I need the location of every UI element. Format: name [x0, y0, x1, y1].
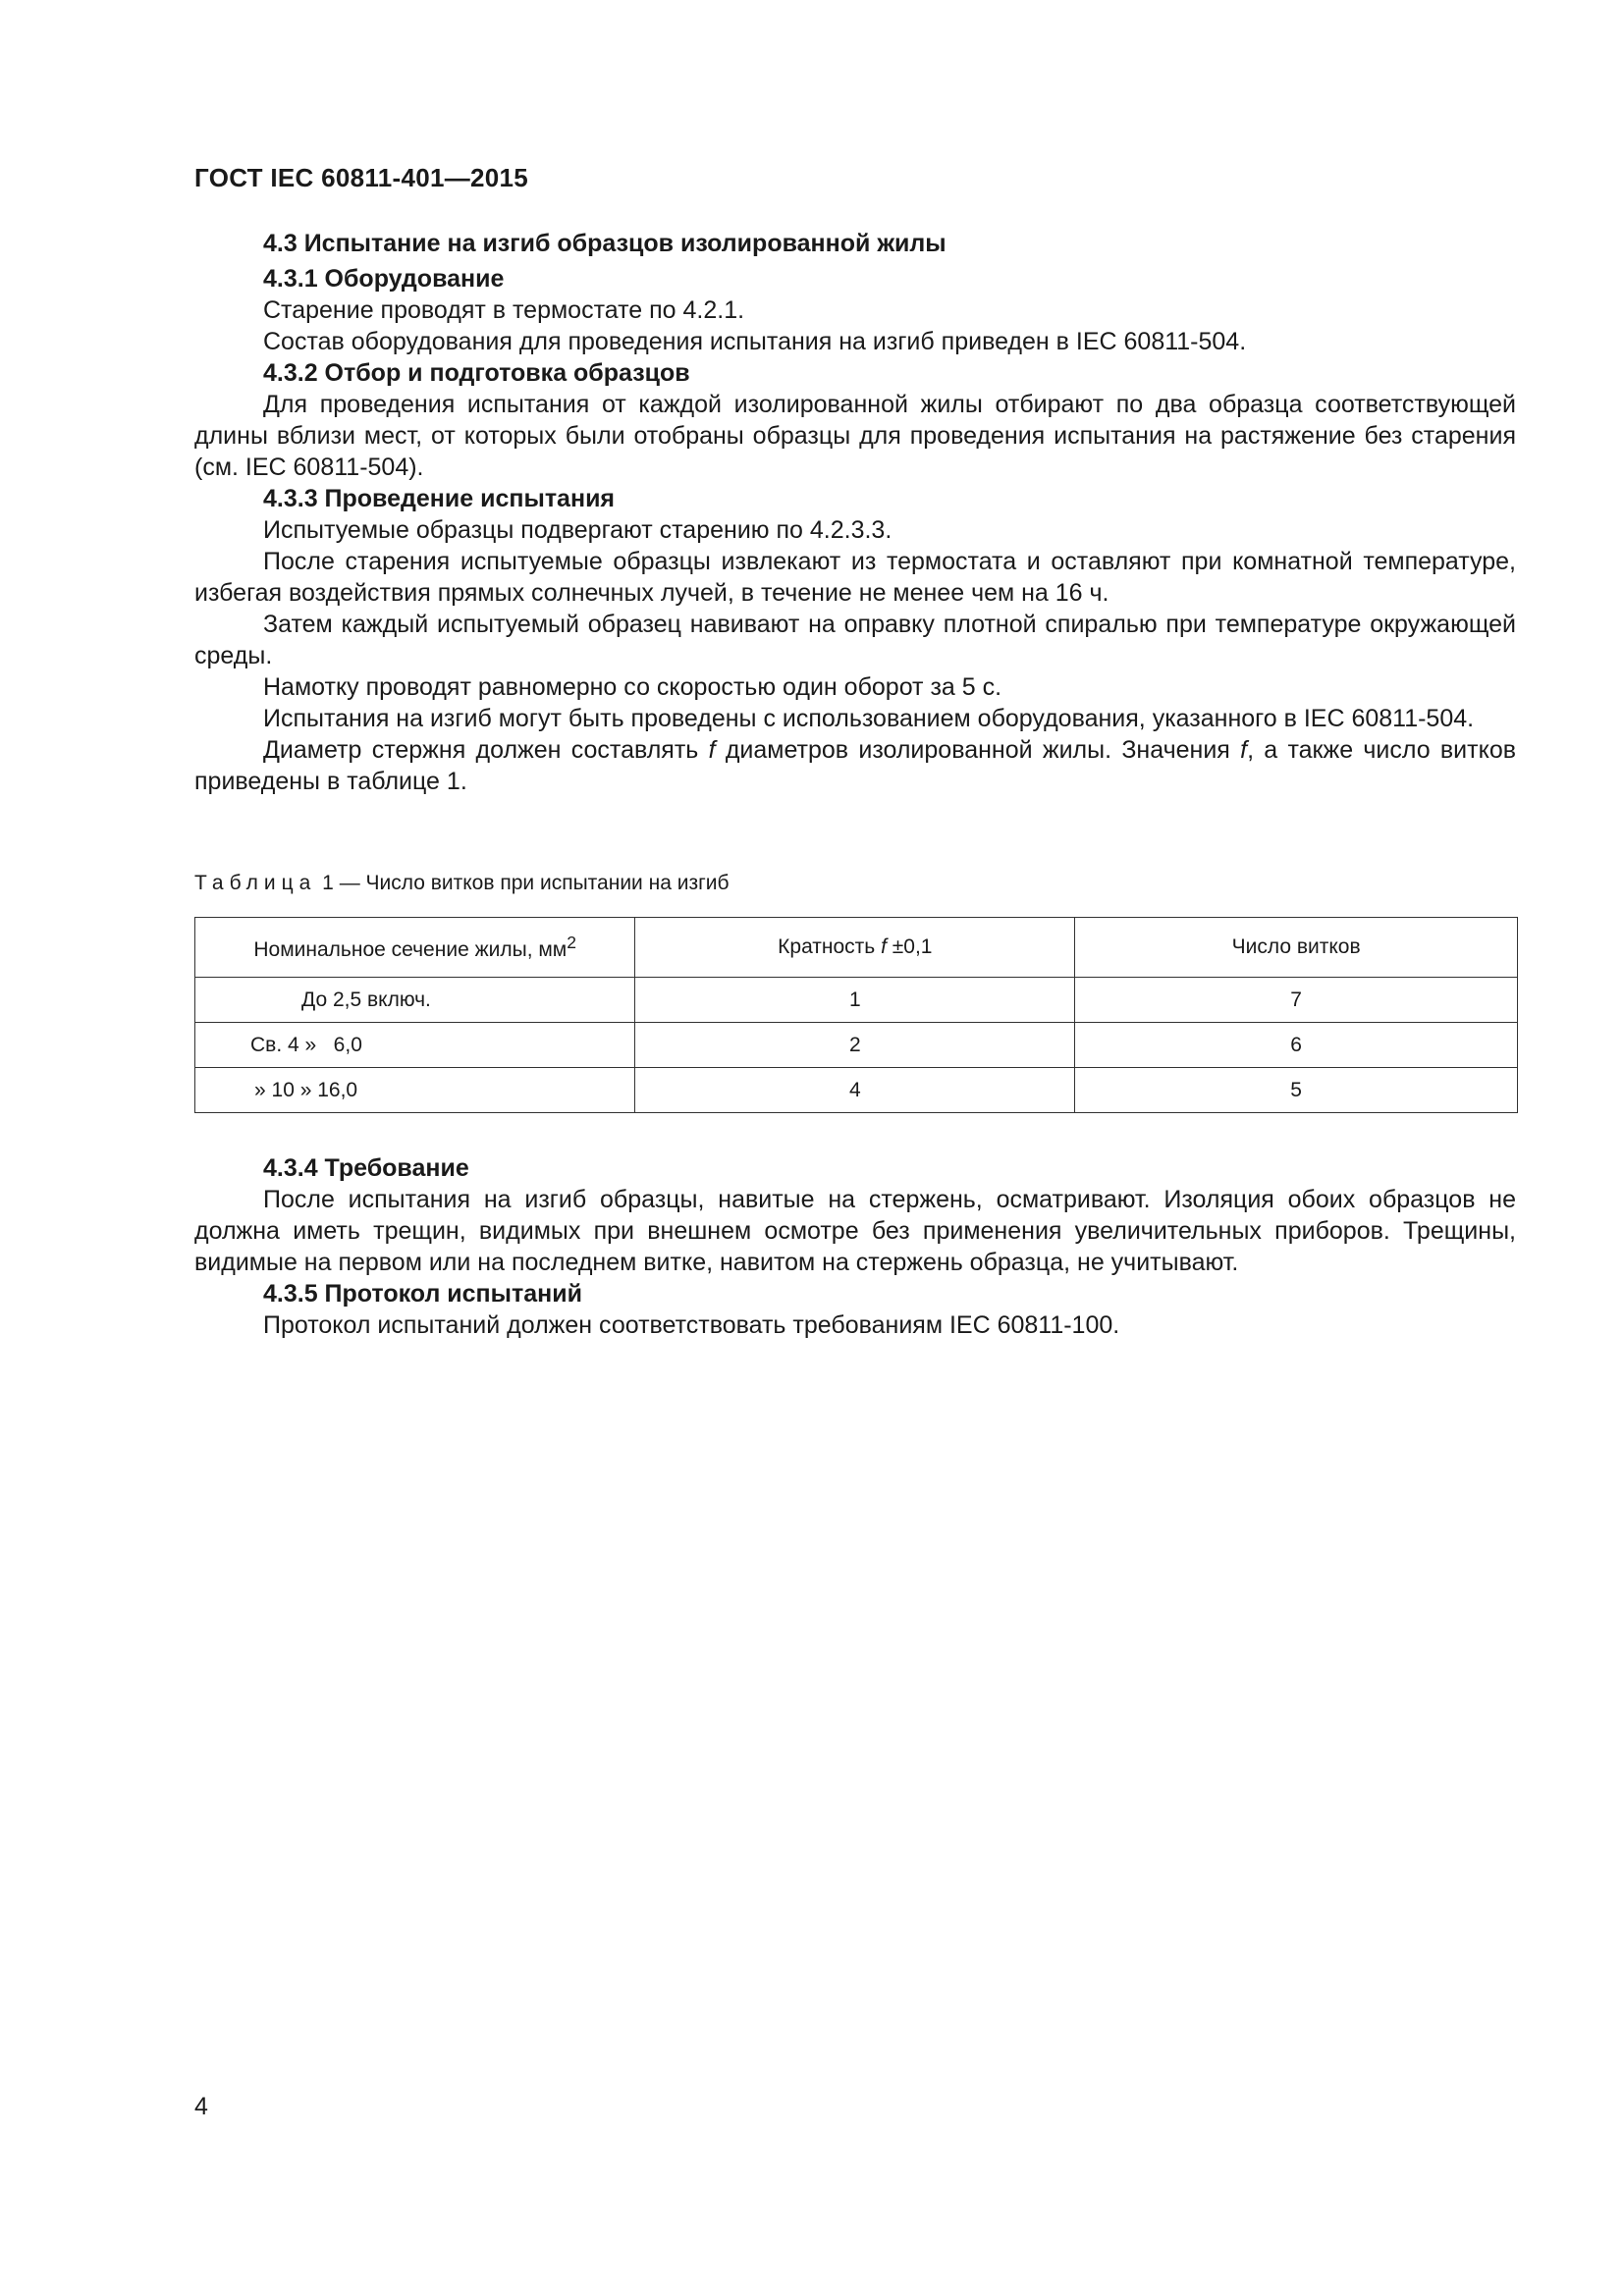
document-header-title: ГОСТ IEC 60811-401—2015 — [194, 163, 529, 192]
paragraph: Испытания на изгиб могут быть проведены с использованием оборудования, указанного в IEC 60811-504. — [263, 705, 1475, 732]
symbol-f: f — [1240, 736, 1248, 764]
cell-turns: 7 — [1075, 978, 1518, 1023]
table-row — [195, 978, 1518, 1023]
text-run: диаметров изолированной жилы. Значения — [715, 736, 1241, 764]
section-4-3-2-heading: 4.3.2 Отбор и подготовка образцов — [263, 359, 690, 387]
cell-section: » 10 » 16,0 — [195, 1068, 635, 1113]
symbol-f: f — [881, 935, 887, 958]
superscript: 2 — [567, 933, 576, 952]
cell-multiplicity: 2 — [635, 1023, 1075, 1068]
column-header-turns: Число витков — [1075, 918, 1518, 978]
paragraph: Состав оборудования для проведения испытания на изгиб приведен в IEC 60811-504. — [263, 328, 1247, 355]
paragraph: Для проведения испытания от каждой изолированной жилы отбирают по два образца соответствующей длины вблизи мест, от которых были отобраны образцы для проведения испытания на растяжение без старения (см. IEC 60811-504). — [194, 391, 1516, 481]
table-row — [195, 1023, 1518, 1068]
section-4-3-3-heading: 4.3.3 Проведение испытания — [263, 485, 616, 512]
section-4-3-5-heading: 4.3.5 Протокол испытаний — [263, 1280, 582, 1308]
cell-multiplicity: 4 — [635, 1068, 1075, 1113]
symbol-f: f — [708, 736, 716, 764]
paragraph: После испытания на изгиб образцы, навитые на стержень, осматривают. Изоляция обоих образцов не должна иметь трещин, видимых при внешнем осмотре без применения увеличительных приборов. Трещины, видимые на первом или на последнем витке, навитом на стержень образца, не учитывают. — [194, 1186, 1516, 1276]
paragraph: Старение проводят в термостате по 4.2.1. — [263, 296, 745, 324]
section-4-3-4-heading: 4.3.4 Требование — [263, 1154, 469, 1182]
section-4-3-1-heading: 4.3.1 Оборудование — [263, 265, 505, 293]
cell-turns: 6 — [1075, 1023, 1518, 1068]
column-header-section — [195, 918, 635, 978]
paragraph — [194, 734, 1516, 797]
main-content — [194, 228, 1516, 797]
cell-multiplicity: 1 — [635, 978, 1075, 1023]
paragraph: Затем каждый испытуемый образец навивают на оправку плотной спиралью при температуре окружающей среды. — [194, 611, 1516, 669]
section-4-3-heading: 4.3 Испытание на изгиб образцов изолированной жилы — [263, 230, 947, 257]
table-caption-text: 1 — Число витков при испытании на изгиб — [316, 872, 730, 894]
cell-turns: 5 — [1075, 1068, 1518, 1113]
table-caption — [194, 872, 730, 895]
table-row — [195, 1068, 1518, 1113]
column-header-text: Кратность — [778, 935, 882, 958]
cell-section: Св. 4 » 6,0 — [195, 1023, 635, 1068]
paragraph: После старения испытуемые образцы извлекают из термостата и оставляют при комнатной температуре, избегая воздействия прямых солнечных лучей, в течение не менее чем на 16 ч. — [194, 548, 1516, 607]
column-header-text: ±0,1 — [886, 935, 933, 958]
text-run: , а также число витков приведены в таблице 1. — [194, 736, 1517, 795]
post-table-content — [194, 1152, 1516, 1341]
column-header-multiplicity — [635, 918, 1075, 978]
paragraph: Протокол испытаний должен соответствовать требованиям IEC 60811-100. — [263, 1311, 1120, 1339]
column-header-text: Номинальное сечение жилы, мм — [253, 938, 568, 961]
paragraph: Испытуемые образцы подвергают старению по 4.2.3.3. — [263, 516, 893, 544]
turns-table — [194, 917, 1518, 1113]
page-number: 4 — [194, 2093, 208, 2120]
table-caption-label: Таблица — [194, 872, 317, 894]
table-header-row — [195, 918, 1518, 978]
paragraph: Намотку проводят равномерно со скоростью один оборот за 5 с. — [263, 673, 1002, 701]
cell-section: До 2,5 включ. — [195, 978, 635, 1023]
text-run: Диаметр стержня должен составлять — [263, 736, 709, 764]
